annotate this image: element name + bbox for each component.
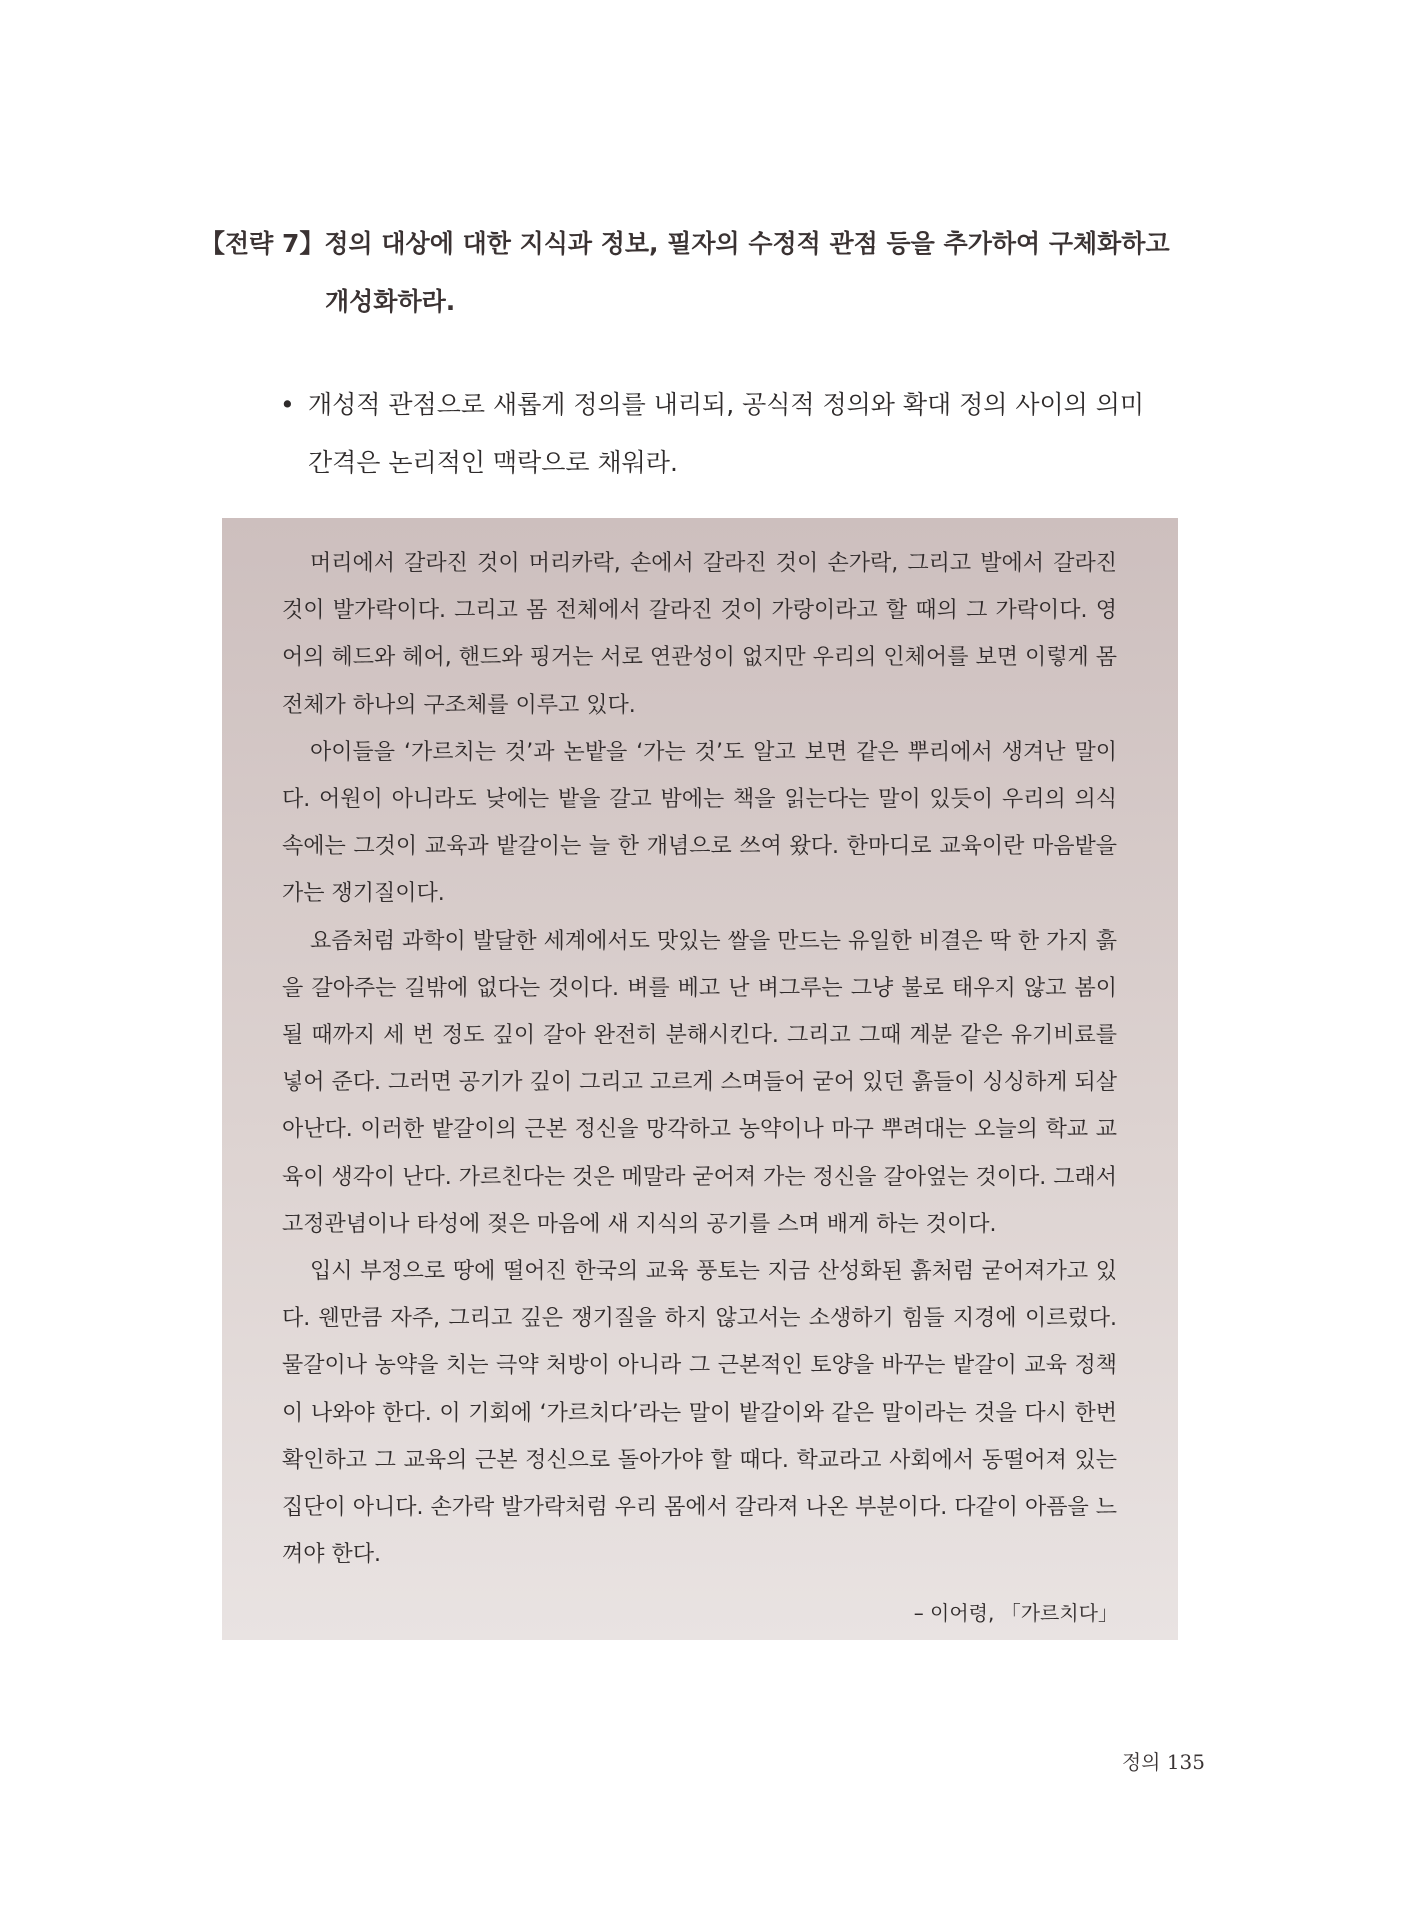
bullet-icon: • xyxy=(280,390,295,419)
bullet-text xyxy=(280,383,1180,485)
strategy-line-2: 개성화하라. xyxy=(325,287,456,316)
page-number: 정의 135 xyxy=(1121,1750,1205,1774)
quote-paragraph: 머리에서 갈라진 것이 머리카락, 손에서 갈라진 것이 손가락, 그리고 발에서 갈라진 것이 발가락이다. 그리고 몸 전체에서 갈라진 것이 가랑이라고 할 때의 그 가락이다. 영어의 헤드와 헤어, 핸드와 핑거는 서로 연관성이 없지만 우리의 인체어를 보면 이렇게 몸 전체가 하나의 구조체를 이루고 있다. xyxy=(282,551,1117,718)
quote-box xyxy=(222,518,1178,1640)
quote-source: – 이어령, 「가르치다」 xyxy=(913,1601,1118,1625)
quote-text xyxy=(282,540,1117,1578)
strategy-tag: 【전략 7】 xyxy=(200,229,325,258)
bullet-point xyxy=(280,383,1180,485)
bullet-line-1: 개성적 관점으로 새롭게 정의를 내리되, 공식적 정의와 확대 정의 사이의 의미 xyxy=(308,390,1145,419)
strategy-heading xyxy=(200,222,1180,324)
strategy-line-1: 정의 대상에 대한 지식과 정보, 필자의 수정적 관점 등을 추가하여 구체화하고 xyxy=(324,229,1170,258)
quote-paragraph: 요즘처럼 과학이 발달한 세계에서도 맛있는 쌀을 만드는 유일한 비결은 딱 한 가지 흙을 갈아주는 길밖에 없다는 것이다. 벼를 베고 난 벼그루는 그냥 불로 태우지 않고 봄이 될 때까지 세 번 정도 깊이 갈아 완전히 분해시킨다. 그리고 그때 계분 같은 유기비료를 넣어 준다. 그러면 공기가 깊이 그리고 고르게 스며들어 굳어 있던 흙들이 싱싱하게 되살아난다. 이러한 밭갈이의 근본 정신을 망각하고 농약이나 마구 뿌려대는 오늘의 학교 교육이 생각이 난다. 가르친다는 것은 메말라 굳어져 가는 정신을 갈아엎는 것이다. 그래서 고정관념이나 타성에 젖은 마음에 새 지식의 공기를 스며 배게 하는 것이다. xyxy=(282,928,1117,1237)
bullet-line-2: 간격은 논리적인 맥락으로 채워라. xyxy=(308,448,678,477)
quote-paragraph: 입시 부정으로 땅에 떨어진 한국의 교육 풍토는 지금 산성화된 흙처럼 굳어져가고 있다. 웬만큼 자주, 그리고 깊은 쟁기질을 하지 않고서는 소생하기 힘들 지경에 이르렀다. 물갈이나 농약을 치는 극약 처방이 아니라 그 근본적인 토양을 바꾸는 밭갈이 교육 정책이 나와야 한다. 이 기회에 ‘가르치다’라는 말이 밭갈이와 같은 말이라는 것을 다시 한번 확인하고 그 교육의 근본 정신으로 돌아가야 할 때다. 학교라고 사회에서 동떨어져 있는 집단이 아니다. 손가락 발가락처럼 우리 몸에서 갈라져 나온 부분이다. 다같이 아픔을 느껴야 한다. xyxy=(282,1259,1117,1568)
quote-paragraph: 아이들을 ‘가르치는 것’과 논밭을 ‘가는 것’도 알고 보면 같은 뿌리에서 생겨난 말이다. 어원이 아니라도 낮에는 밭을 갈고 밤에는 책을 읽는다는 말이 있듯이 우리의 의식 속에는 그것이 교육과 밭갈이는 늘 한 개념으로 쓰여 왔다. 한마디로 교육이란 마음밭을 가는 쟁기질이다. xyxy=(282,739,1117,907)
